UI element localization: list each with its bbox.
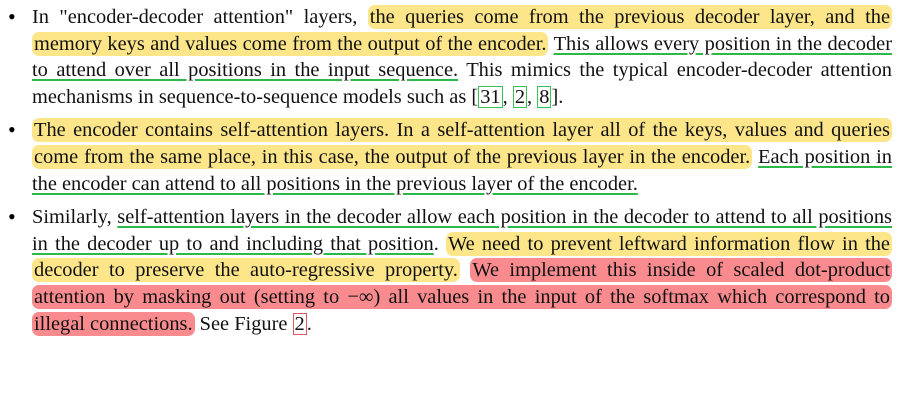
bracket-open: [ — [471, 85, 479, 108]
underline-green[interactable]: This allows every position in the decoder to attend over all positions in the input sequence. — [32, 32, 892, 82]
bullet-decoder-self-attention — [6, 204, 892, 337]
figure-link[interactable]: 2 — [294, 312, 305, 335]
text-plain: In "encoder-decoder attention" layers, — [32, 6, 358, 28]
highlight-yellow[interactable]: The encoder contains self-attention layers. In a self-attention layer all of the keys, values and queries come from the same place, in this case, the output of the previous layer in the encoder. — [34, 119, 890, 168]
highlight-yellow[interactable]: the queries come from the previous decoder layer, and the memory keys and values come from the output of the encoder. — [34, 6, 890, 55]
underline-green[interactable]: self-attention layers in the decoder allow each position in the decoder to attend to all positions in the decoder up to and including that position — [32, 206, 892, 255]
citation-link[interactable]: 2 — [514, 85, 526, 108]
text-plain: This mimics the typical encoder-decoder attention mechanisms in sequence-to-sequence models such as — [32, 59, 892, 108]
bullet-dot-icon: • — [8, 4, 16, 29]
text-plain: . — [306, 312, 312, 335]
citation-link[interactable]: 8 — [539, 85, 550, 108]
highlight-red[interactable]: We implement this inside of scaled dot-product attention by masking out (setting to −∞) all values in the input of the softmax which correspond to illegal connections. — [34, 259, 890, 335]
bullet-encoder-self-attention — [6, 117, 892, 197]
underline-green[interactable]: Each position in the encoder can attend to all positions in the previous layer of the encoder. — [32, 145, 892, 195]
citation-separator: , — [502, 85, 508, 108]
citation-separator: , — [527, 85, 533, 108]
bullet-dot-icon: • — [8, 204, 16, 230]
citation-group — [471, 86, 563, 108]
bracket-close: ]. — [551, 85, 564, 108]
text-plain: . — [433, 232, 439, 255]
text-plain: See Figure — [199, 312, 288, 335]
citation-link[interactable]: 31 — [480, 85, 501, 108]
bullet-encoder-decoder-attention — [6, 4, 892, 110]
bullet-dot-icon: • — [8, 117, 16, 143]
highlight-yellow[interactable]: We need to prevent leftward information flow in the decoder to preserve the auto-regressive property. — [34, 232, 890, 282]
bullet-list — [6, 4, 892, 337]
text-plain: Similarly, — [32, 206, 112, 229]
